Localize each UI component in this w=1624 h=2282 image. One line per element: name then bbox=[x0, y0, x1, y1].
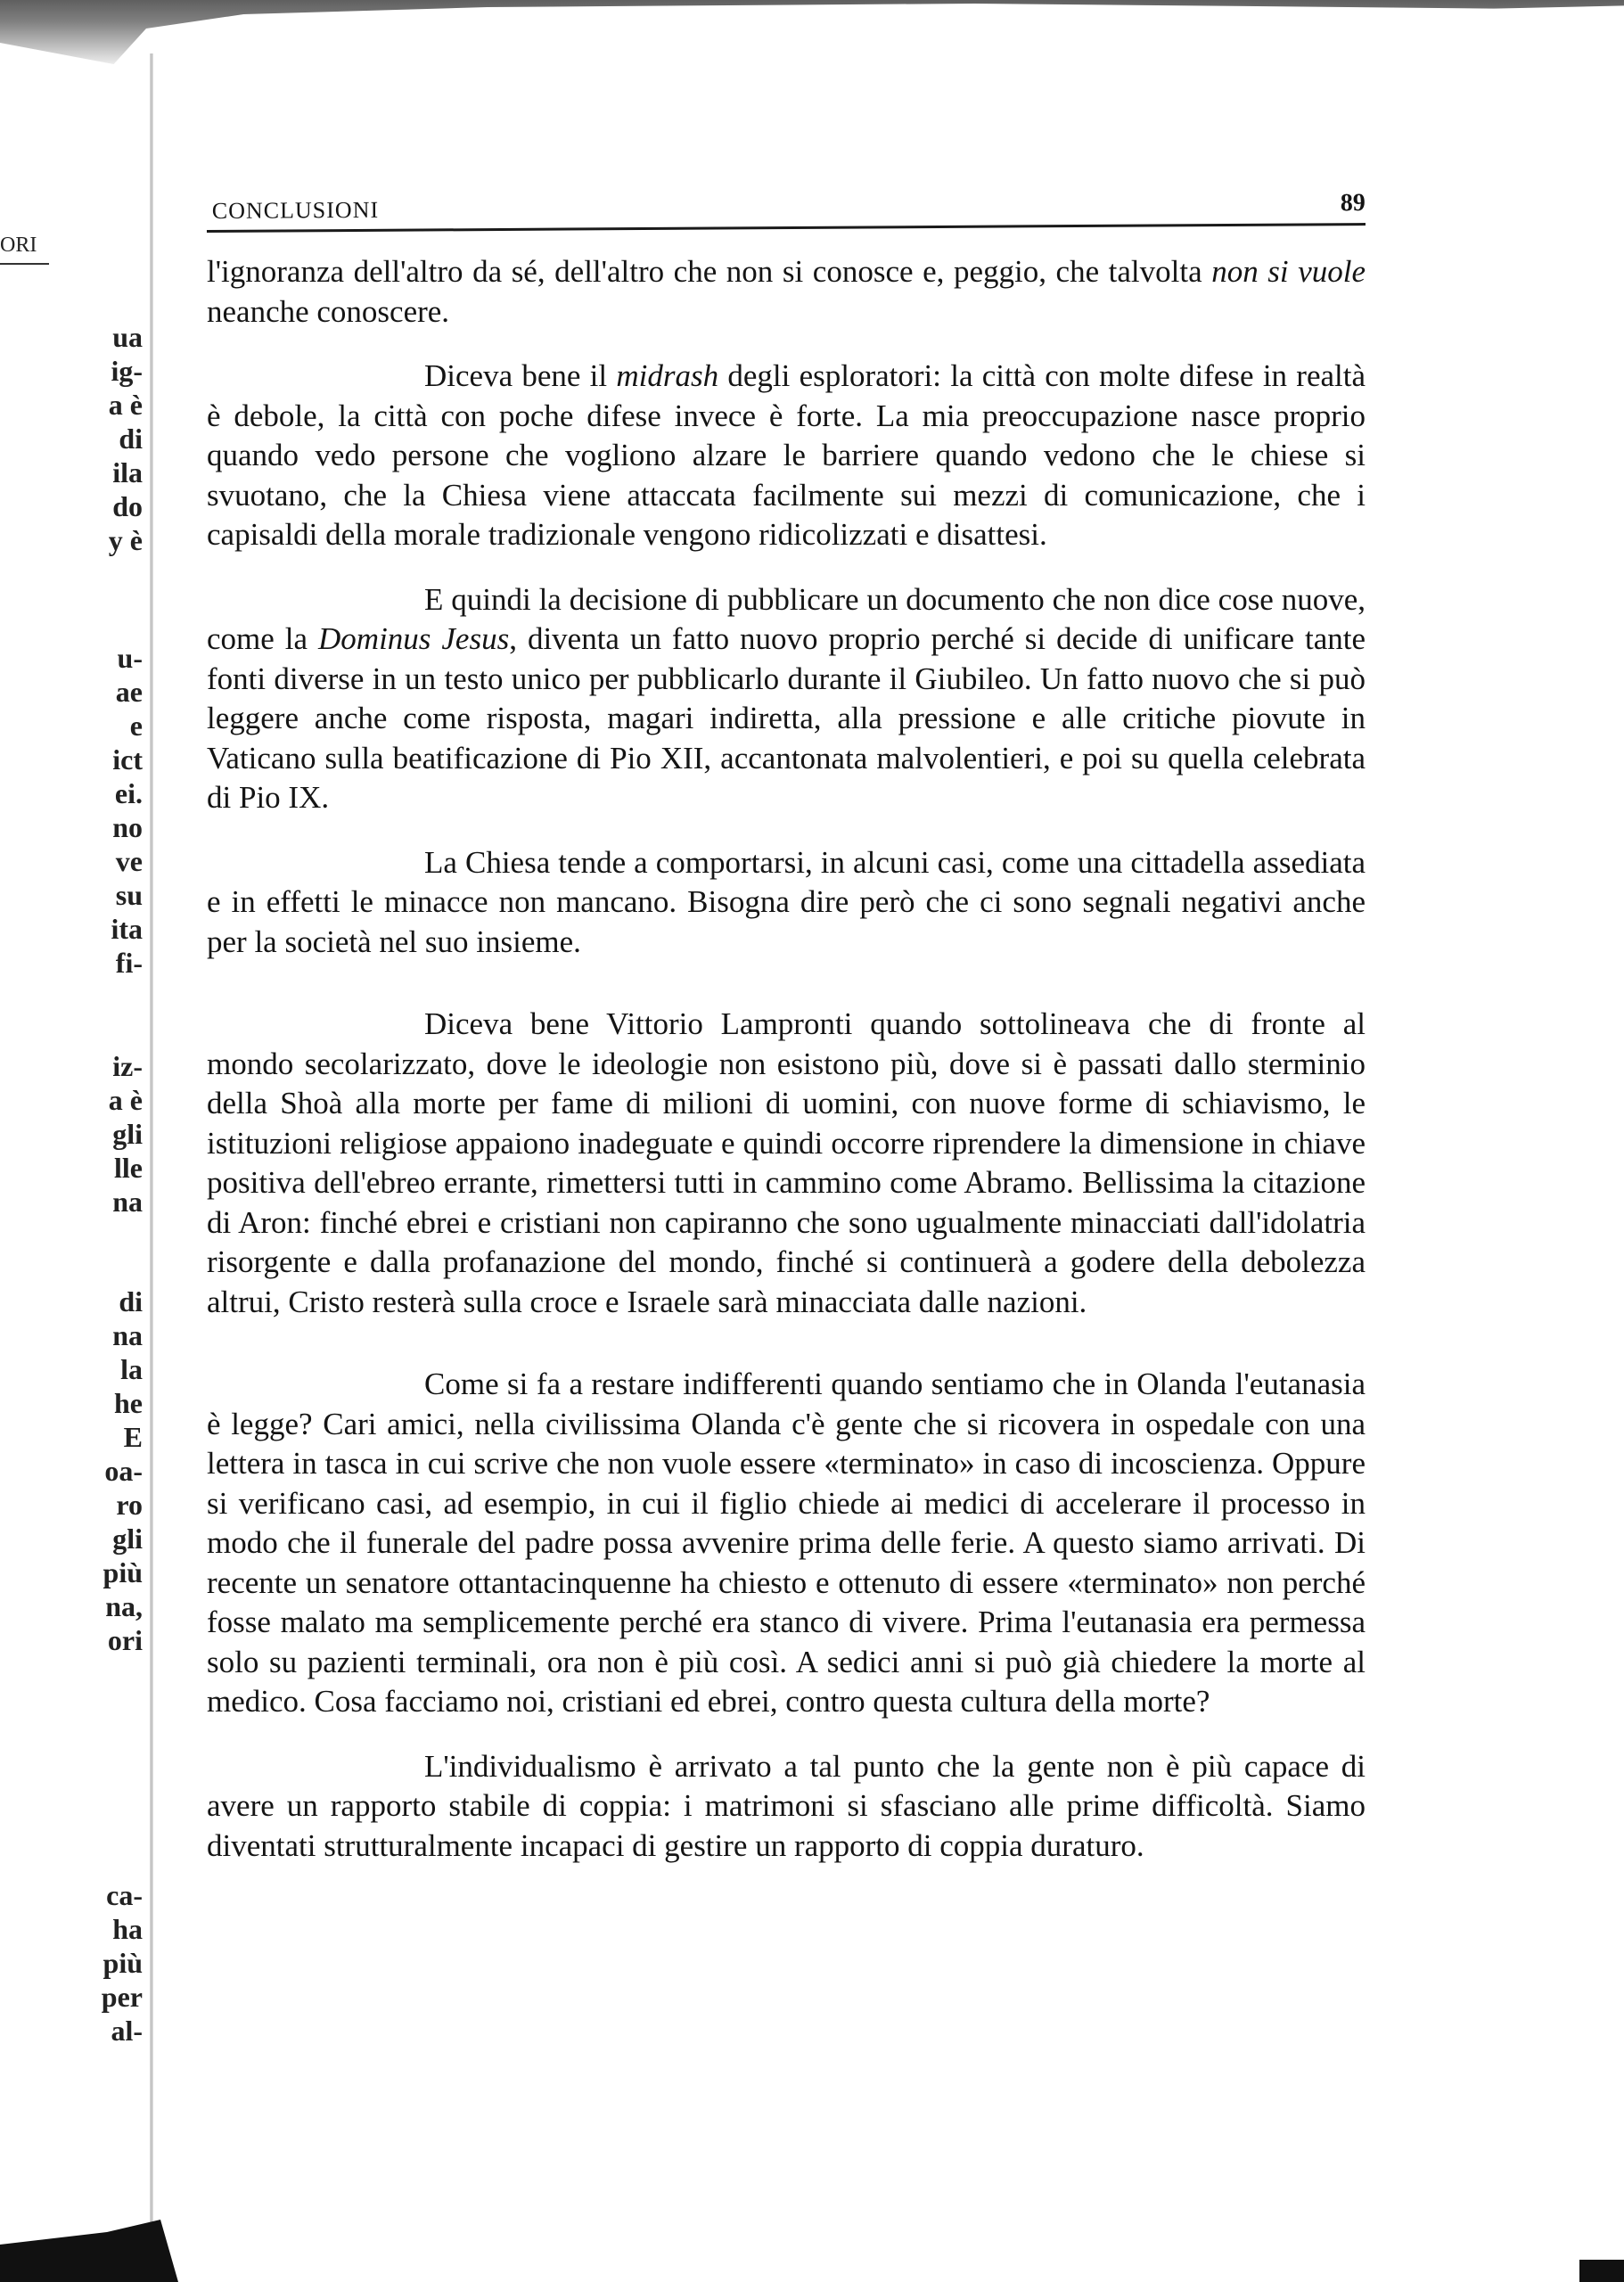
running-head bbox=[207, 180, 1366, 233]
paragraph-p3 bbox=[207, 580, 1366, 818]
italic-text: Dominus Jesus bbox=[318, 621, 510, 656]
facing-text-fragment: ae bbox=[115, 676, 143, 708]
paragraph-text: E quindi la decisione di pubblicare un documento che non dice cose nuove, come la bbox=[207, 581, 1366, 656]
book-page bbox=[207, 187, 1366, 1891]
facing-text-fragment: di bbox=[119, 1285, 143, 1317]
facing-text-fragment: su bbox=[115, 879, 143, 911]
paragraph-p5 bbox=[207, 1005, 1366, 1322]
facing-text-fragment: iz- bbox=[112, 1050, 143, 1082]
facing-text-fragment: u- bbox=[117, 642, 143, 674]
chapter-title: CONCLUSIONI bbox=[211, 196, 380, 224]
scan-bottom-shadow-right bbox=[1579, 2260, 1624, 2282]
facing-text-fragment: oa- bbox=[104, 1455, 143, 1487]
facing-page-header: ORI bbox=[0, 234, 49, 265]
facing-text-fragment: ila bbox=[112, 456, 143, 488]
facing-text-fragment: ro bbox=[116, 1489, 143, 1521]
facing-text-fragment: ca- bbox=[106, 1879, 143, 1911]
paragraph-p4 bbox=[207, 843, 1366, 963]
facing-page-fragments bbox=[0, 0, 143, 2282]
facing-text-fragment: gli bbox=[112, 1523, 143, 1555]
facing-text-fragment: lle bbox=[114, 1152, 143, 1184]
facing-text-fragment: ita bbox=[111, 913, 143, 945]
facing-text-fragment: na bbox=[112, 1186, 143, 1218]
facing-text-fragment: E bbox=[123, 1421, 143, 1453]
facing-text-fragment: di bbox=[119, 423, 143, 455]
facing-text-fragment: ua bbox=[112, 321, 143, 353]
facing-text-fragment: la bbox=[120, 1353, 143, 1385]
italic-text: midrash bbox=[616, 358, 719, 393]
facing-text-fragment: ve bbox=[115, 845, 143, 877]
paragraph-text: neanche conoscere. bbox=[207, 293, 450, 329]
facing-text-fragment: più bbox=[103, 1947, 143, 1979]
paragraph-text: degli esploratori: la città con molte difese in realtà è debole, la città con poche difese invece è forte. La mia preoccupazione nasce proprio quando vedo persone che vogliono alzare le barriere quando vedono che le chiese si svuotano, che la Chiesa viene attaccata facilmente sui mezzi di comunicazione, che i capisaldi della morale tradizionale vengono ridicolizzati e disattesi. bbox=[207, 358, 1366, 552]
facing-text-fragment: per bbox=[101, 1981, 143, 2013]
facing-text-fragment: ori bbox=[107, 1624, 143, 1656]
facing-text-fragment: na bbox=[112, 1319, 143, 1351]
facing-text-fragment: gli bbox=[112, 1118, 143, 1150]
paragraph-text: l'ignoranza dell'altro da sé, dell'altro che non si conosce e, peggio, che talvolta bbox=[207, 254, 1212, 289]
page-number: 89 bbox=[1340, 189, 1366, 218]
facing-text-fragment: ei. bbox=[114, 777, 143, 809]
facing-text-fragment: fi- bbox=[115, 947, 143, 979]
italic-text: non si vuole bbox=[1211, 254, 1366, 289]
facing-text-fragment: a è bbox=[108, 1084, 143, 1116]
facing-text-fragment: ig- bbox=[111, 355, 143, 387]
paragraph-text: Diceva bene il bbox=[424, 358, 617, 393]
paragraph-p6 bbox=[207, 1365, 1366, 1722]
facing-text-fragment: ha bbox=[112, 1913, 143, 1945]
paragraph-p7 bbox=[207, 1747, 1366, 1867]
paragraph-p1 bbox=[207, 252, 1366, 332]
paragraph-text: La Chiesa tende a comportarsi, in alcuni casi, come una cittadella assediata e in effetti le minacce non mancano. Bisogna dire però che ci sono segnali negativi anche per la società nel suo insieme. bbox=[207, 844, 1366, 959]
paragraph-text: Come si fa a restare indifferenti quando sentiamo che in Olanda l'eutanasia è legge? Cari amici, nella civilissima Olanda c'è gente che si ricovera in ospedale con una lettera in tasca in cui scrive che non vuole essere «terminato» in caso di incoscienza. Oppure si verificano casi, ad esempio, in cui il figlio chiede ai medici di accelerare il processo in modo che il funerale del padre possa avvenire prima delle ferie. A questo siamo arrivati. Di recente un senatore ottantacinquenne ha chiesto e ottenuto di essere «terminato» non perché fosse malato ma semplicemente perché era stanco di vivere. Prima l'eutanasia era permessa solo su pazienti terminali, ora non è più così. A sedici anni si può già chiedere la morte al medico. Cosa facciamo noi, cristiani ed ebrei, contro questa cultura della morte? bbox=[207, 1367, 1366, 1719]
facing-text-fragment: na, bbox=[105, 1590, 143, 1622]
book-gutter bbox=[150, 53, 153, 2229]
body-text bbox=[207, 252, 1366, 1866]
scan-top-shadow bbox=[0, 0, 1624, 71]
paragraph-text: Diceva bene Vittorio Lampronti quando sottolineava che di fronte al mondo secolarizzato, dove le ideologie non esistono più, dove si è passati dallo sterminio della Shoà alla morte per fame di milioni di uomini, con nuove forme di schiavismo, le istituzioni religiose appaiono inadeguate e quindi occorre riprendere la dimensione in chiave positiva dell'ebreo errante, rimettersi tutti in cammino come Abramo. Bellissima la citazione di Aron: finché ebrei e cristiani non capiranno che sono ugualmente minacciati dall'idolatria risorgente e dalla profanazione del mondo, finché si continuerà a godere della debolezza altrui, Cristo resterà sulla croce e Israele sarà minacciata dalle nazioni. bbox=[207, 1006, 1366, 1319]
paragraph-text: , diventa un fatto nuovo proprio perché si decide di unificare tante fonti diverse in un testo unico per pubblicarlo durante il Giubileo. Un fatto nuovo che si può leggere anche come risposta, magari indiretta, alla pressione e alle critiche piovute in Vaticano sulla beatificazione di Pio XII, accantonata malvolentieri, e poi su quella celebrata di Pio IX. bbox=[207, 621, 1366, 815]
facing-text-fragment: più bbox=[103, 1556, 143, 1588]
facing-text-fragment: a è bbox=[108, 389, 143, 421]
paragraph-text: L'individualismo è arrivato a tal punto che la gente non è più capace di avere un rapporto stabile di coppia: i matrimoni si sfasciano alle prime difficoltà. Siamo diventati strutturalmente incapaci di gestire un rapporto di coppia duraturo. bbox=[207, 1748, 1366, 1863]
facing-text-fragment: ict bbox=[112, 743, 143, 776]
paragraph-p2 bbox=[207, 357, 1366, 555]
facing-text-fragment: y è bbox=[108, 524, 143, 556]
facing-text-fragment: he bbox=[114, 1387, 143, 1419]
facing-text-fragment: do bbox=[112, 490, 143, 522]
facing-text-fragment: e bbox=[129, 710, 143, 742]
facing-text-fragment: no bbox=[112, 811, 143, 843]
facing-text-fragment: al- bbox=[111, 2015, 143, 2047]
